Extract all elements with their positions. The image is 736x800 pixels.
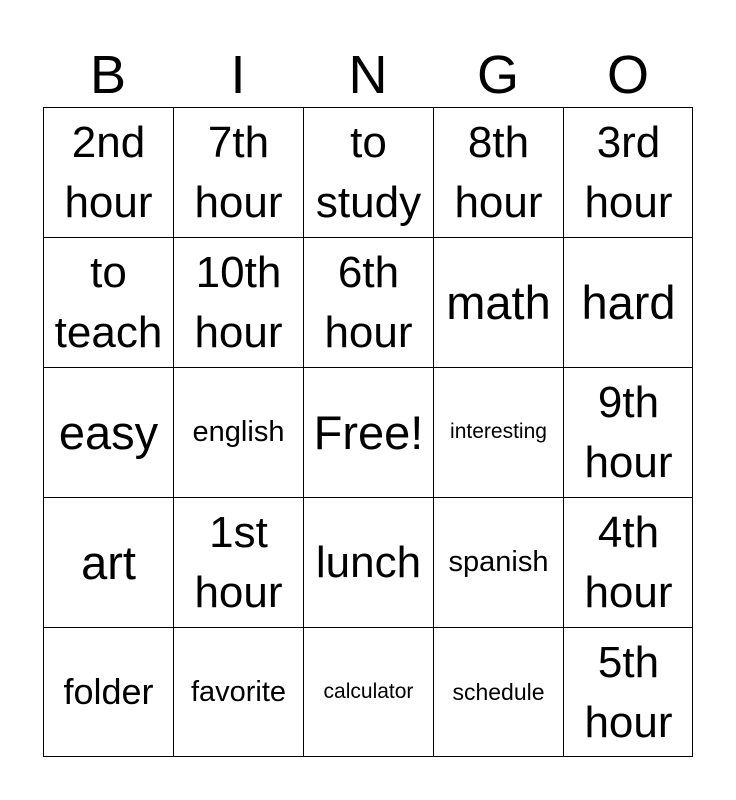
header-letter-g: G <box>476 45 519 105</box>
bingo-cell[interactable]: 3rd hour <box>563 107 693 237</box>
bingo-cell[interactable]: spanish <box>433 497 563 627</box>
header-letter-o: O <box>606 45 649 105</box>
bingo-cell[interactable]: math <box>433 237 563 367</box>
header-letter-b: B <box>89 45 127 105</box>
bingo-cell[interactable]: 7th hour <box>173 107 303 237</box>
bingo-cell[interactable]: 6th hour <box>303 237 433 367</box>
header-letter-i: I <box>230 45 246 105</box>
bingo-cell[interactable]: hard <box>563 237 693 367</box>
bingo-cell[interactable]: art <box>43 497 173 627</box>
bingo-cell[interactable]: 2nd hour <box>43 107 173 237</box>
bingo-cell[interactable]: 4th hour <box>563 497 693 627</box>
bingo-board <box>43 107 693 757</box>
bingo-header <box>43 44 693 106</box>
bingo-cell[interactable]: favorite <box>173 627 303 757</box>
bingo-cell[interactable]: calculator <box>303 627 433 757</box>
bingo-cell[interactable]: 8th hour <box>433 107 563 237</box>
bingo-cell[interactable]: interesting <box>433 367 563 497</box>
bingo-cell[interactable]: easy <box>43 367 173 497</box>
header-letter-n: N <box>348 45 388 105</box>
bingo-cell[interactable]: folder <box>43 627 173 757</box>
bingo-cell[interactable]: 10th hour <box>173 237 303 367</box>
bingo-cell[interactable]: 5th hour <box>563 627 693 757</box>
bingo-cell[interactable]: schedule <box>433 627 563 757</box>
bingo-cell[interactable]: lunch <box>303 497 433 627</box>
bingo-cell[interactable]: 9th hour <box>563 367 693 497</box>
bingo-cell[interactable]: to study <box>303 107 433 237</box>
bingo-cell[interactable]: to teach <box>43 237 173 367</box>
free-space-cell[interactable]: Free! <box>303 367 433 497</box>
bingo-cell[interactable]: english <box>173 367 303 497</box>
bingo-cell[interactable]: 1st hour <box>173 497 303 627</box>
